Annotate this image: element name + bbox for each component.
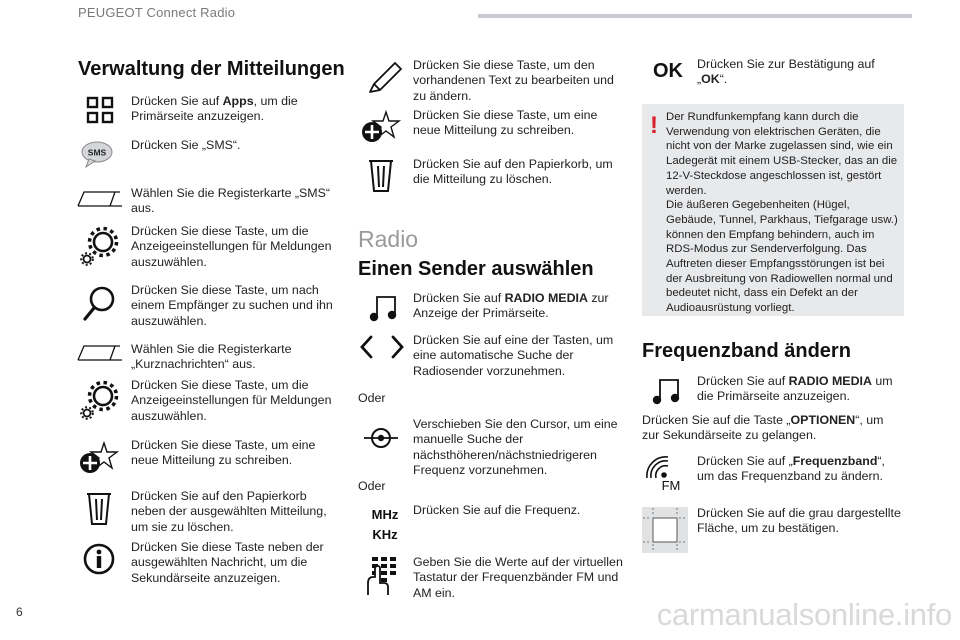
list-item: Drücken Sie diese Taste, um eine neue Mitteilung zu schreiben. [131, 438, 316, 468]
cursor-slider-icon [363, 423, 399, 453]
frequency-band-icon [646, 456, 688, 496]
running-header: PEUGEOT Connect Radio [78, 5, 236, 20]
list-item: Drücken Sie diese Taste, um eine neue Mitteilung zu schreiben. [413, 108, 598, 138]
apps-grid-icon [86, 96, 114, 124]
trash-icon [86, 491, 112, 527]
section-title-messages: Verwaltung der Mitteilungen [78, 58, 345, 80]
list-item: Wählen Sie die Registerkarte „SMS“ aus. [131, 186, 331, 216]
list-item: Drücken Sie diese Taste, um den vorhandenen Text zu bearbeiten und zu ändern. [413, 58, 614, 103]
list-item: Drücken Sie auf den Papierkorb neben der ausgewählten Mitteilung, um sie zu löschen. [131, 489, 327, 534]
list-item: Geben Sie die Werte auf der virtuellen Tastatur der Frequenzbänder FM und AM ein. [413, 555, 623, 600]
list-item: Drücken Sie auf Apps, um die Primärseite anzuzeigen. [131, 94, 298, 124]
oder-text: Oder [358, 479, 386, 493]
new-message-icon [80, 441, 122, 475]
list-item: Drücken Sie diese Taste, um die Anzeigeeinstellungen für Meldungen auszuwählen. [131, 224, 332, 269]
list-item: Drücken Sie auf RADIO MEDIA zur Anzeige der Primärseite. [413, 291, 609, 321]
options-paragraph: Drücken Sie auf die Taste „OPTIONEN“, um zur Sekundärseite zu gelangen. [642, 413, 884, 443]
music-note-icon [652, 376, 682, 406]
new-message-icon [362, 110, 404, 144]
mhz-khz-icon [365, 504, 405, 544]
gear-icon [80, 226, 120, 268]
subtitle-select-station: Einen Sender auswählen [358, 258, 594, 280]
list-item: Drücken Sie auf „Frequenzband“, um das Frequenzband zu ändern. [697, 454, 885, 484]
section-title-radio: Radio [358, 226, 419, 252]
page-number: 6 [16, 605, 23, 619]
search-icon [82, 284, 118, 324]
info-icon [83, 543, 115, 575]
grey-area-icon [642, 507, 688, 553]
header-rule [478, 14, 912, 18]
music-note-icon [369, 293, 399, 323]
list-item: Drücken Sie auf die grau dargestellte Fläche, um zu bestätigen. [697, 506, 901, 536]
list-item: Drücken Sie „SMS“. [131, 138, 241, 152]
sms-icon-label: SMS [87, 147, 107, 158]
ok-icon-label: OK [653, 60, 683, 82]
list-item: Wählen Sie die Registerkarte „Kurznachrichten“ aus. [131, 342, 292, 372]
list-item: Drücken Sie diese Taste neben der ausgewählten Nachricht, um die Sekundärseite anzuzeigen. [131, 540, 324, 585]
list-item: Drücken Sie auf eine der Tasten, um eine automatische Suche der Radiosender vorzunehmen. [413, 333, 614, 378]
watermark-url[interactable]: carmanualsonline.info [656, 597, 952, 632]
warning-icon: ! [650, 112, 658, 139]
list-item: Drücken Sie auf die Frequenz. [413, 503, 581, 517]
tab-icon [77, 343, 123, 363]
ok-icon [648, 56, 688, 84]
trash-icon [368, 158, 394, 194]
oder-text: Oder [358, 391, 386, 405]
list-item: Drücken Sie zur Bestätigung auf „OK“. [697, 57, 875, 87]
sms-icon [80, 140, 114, 170]
section-title-frequency-band: Frequenzband ändern [642, 340, 851, 362]
list-item: Drücken Sie diese Taste, um die Anzeigeeinstellungen für Meldungen auszuwählen. [131, 378, 332, 423]
tab-icon [77, 189, 123, 209]
list-item: Verschieben Sie den Cursor, um eine manuelle Suche der nächsthöheren/nächstniedrigeren Frequenz vorzunehmen. [413, 417, 618, 478]
keypad-icon [364, 555, 400, 599]
mhz-label: MHz [371, 507, 399, 522]
khz-label: KHz [372, 527, 398, 542]
list-item: Drücken Sie auf RADIO MEDIA um die Primärseite anzuzeigen. [697, 374, 893, 404]
list-item: Drücken Sie auf den Papierkorb, um die Mitteilung zu löschen. [413, 157, 613, 187]
fm-label: FM [661, 478, 681, 493]
warning-text: Der Rundfunkempfang kann durch die Verwendung von elektrischen Geräten, die nicht von der Marke zugelassen sind, wie ein Ladegerät mit einem USB-Stecker, das an die 12-V-Steckdose angeschlossen ist, gestört werden. Die äußeren Gegebenheiten (Hügel, Gebäude, Tunnel, Parkhaus, Tiefgarage usw.) können den Empfang behindern, auch im RDS-Modus zur Senderverfolgung. Das Auftreten dieser Empfangsstörungen ist bei der Ausbreitung von Radiowellen normal und bedeutet nicht, dass ein Defekt an der Audioausrüstung vorliegt. [666, 111, 898, 315]
pencil-icon [366, 60, 404, 96]
list-item: Drücken Sie diese Taste, um nach einem Empfänger zu suchen und ihn auszuwählen. [131, 283, 333, 328]
gear-icon [80, 380, 120, 422]
chevrons-icon [359, 334, 405, 360]
